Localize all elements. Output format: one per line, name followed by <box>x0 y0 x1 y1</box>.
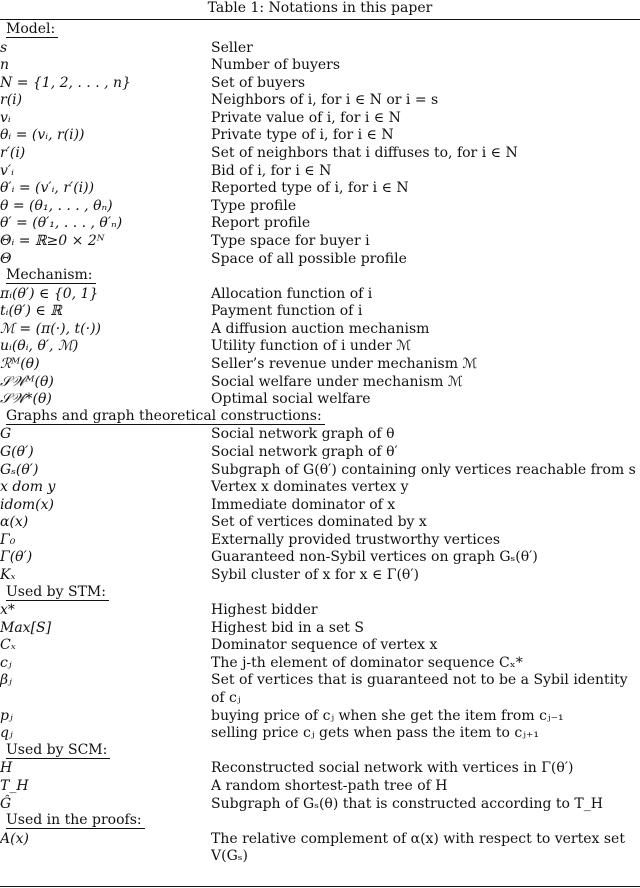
notation-description: Dominator sequence of vertex x <box>211 637 438 654</box>
notation-symbol: v′ᵢ <box>0 162 14 179</box>
notation-description: Subgraph of Gₛ(θ) that is constructed according to T_H <box>211 795 603 812</box>
notation-symbol: ℳ = (π(·), t(·)) <box>0 320 102 337</box>
notation-description: The j-th element of dominator sequence Cₓ* <box>211 654 523 671</box>
notation-description: Bid of i, for i ∈ N <box>211 162 332 179</box>
notation-symbol: Cₓ <box>0 637 16 654</box>
notation-symbol: Max[S] <box>0 619 52 636</box>
notation-description: Neighbors of i, for i ∈ N or i = s <box>211 92 439 109</box>
notation-description: Sybil cluster of x for x ∈ Γ(θ′) <box>211 566 420 583</box>
notation-description: Highest bidder <box>211 602 318 619</box>
notation-symbol: N = {1, 2, . . . , n} <box>0 74 131 91</box>
notation-symbol: 𝒮𝒲*(θ) <box>0 391 52 408</box>
notation-description: Immediate dominator of x <box>211 496 396 513</box>
section-title: Model: <box>6 22 58 38</box>
notation-symbol: T_H <box>0 777 29 794</box>
notation-description: Set of vertices dominated by x <box>211 514 427 531</box>
notation-symbol: α(x) <box>0 514 29 531</box>
notation-description: Payment function of i <box>211 303 363 320</box>
notation-symbol: θ = (θ₁, . . . , θₙ) <box>0 197 113 214</box>
notation-symbol: qⱼ <box>0 725 13 742</box>
notation-description: Reconstructed social network with vertices in Γ(θ′) <box>211 760 574 777</box>
notation-symbol: Ĝ <box>0 795 12 812</box>
notation-symbol: A(x) <box>0 830 29 847</box>
section-title: Used by SCM: <box>6 743 110 759</box>
notation-description: Allocation function of i <box>211 285 373 302</box>
notation-description: Private type of i, for i ∈ N <box>211 127 394 144</box>
notation-symbol: x* <box>0 602 15 619</box>
notation-symbol: Kₓ <box>0 566 16 583</box>
notation-description: Social network graph of θ <box>211 426 395 443</box>
notation-symbol: vᵢ <box>0 109 11 126</box>
section-title: Graphs and graph theoretical constructions: <box>6 409 325 425</box>
notation-description: Report profile <box>211 215 311 232</box>
notation-symbol: ℛᴹ(θ) <box>0 356 40 373</box>
notation-symbol: cⱼ <box>0 654 12 671</box>
notation-description: Optimal social welfare <box>211 391 371 408</box>
notation-description: Number of buyers <box>211 57 341 74</box>
notation-description: A diffusion auction mechanism <box>211 320 430 337</box>
notation-description: The relative complement of α(x) with respect to vertex set V(Gₛ) <box>211 830 625 865</box>
notation-symbol: Γ(θ′) <box>0 549 33 566</box>
notation-description: Vertex x dominates vertex y <box>211 479 409 496</box>
notation-description: Reported type of i, for i ∈ N <box>211 180 409 197</box>
notation-symbol: 𝒮𝒲ᴹ(θ) <box>0 373 54 390</box>
notation-description: Type profile <box>211 197 297 214</box>
notation-description: Set of vertices that is guaranteed not to be a Sybil identity of cⱼ <box>211 672 628 707</box>
section-title: Mechanism: <box>6 268 96 284</box>
notation-description: Private value of i, for i ∈ N <box>211 109 401 126</box>
notation-symbol: θ′ = (θ′₁, . . . , θ′ₙ) <box>0 215 123 232</box>
notation-description: Utility function of i under ℳ <box>211 338 412 355</box>
notation-description: Set of neighbors that i diffuses to, for i ∈ N <box>211 145 518 162</box>
notation-description: Social network graph of θ′ <box>211 443 398 460</box>
notation-symbol: G <box>0 426 12 443</box>
bottom-rule <box>0 886 640 887</box>
notation-symbol: n <box>0 57 10 74</box>
notation-symbol: Θ <box>0 250 12 267</box>
notation-description: Highest bid in a set S <box>211 619 364 636</box>
notation-symbol: pⱼ <box>0 707 13 724</box>
notation-symbol: G(θ′) <box>0 443 34 460</box>
notation-symbol: tᵢ(θ′) ∈ ℝ <box>0 303 62 320</box>
notation-description: Social welfare under mechanism ℳ <box>211 373 463 390</box>
notation-description: Seller <box>211 39 253 56</box>
notation-symbol: θᵢ = (vᵢ, r(i)) <box>0 127 85 144</box>
notation-description: Set of buyers <box>211 74 306 91</box>
notation-description: Externally provided trustworthy vertices <box>211 531 501 548</box>
notation-description: Subgraph of G(θ′) containing only vertices reachable from s <box>211 461 636 478</box>
section-title: Used in the proofs: <box>6 813 145 829</box>
notation-symbol: r′(i) <box>0 145 26 162</box>
notation-description: buying price of cⱼ when she get the item from cⱼ₋₁ <box>211 707 564 724</box>
notation-symbol: s <box>0 39 8 56</box>
notation-symbol: βⱼ <box>0 672 12 689</box>
notation-description: Type space for buyer i <box>211 232 370 249</box>
notation-symbol: πᵢ(θ′) ∈ {0, 1} <box>0 285 99 302</box>
section-title: Used by STM: <box>6 585 109 601</box>
notation-description: A random shortest-path tree of H <box>211 777 448 794</box>
notation-symbol: r(i) <box>0 92 23 109</box>
notation-symbol: Gₛ(θ′) <box>0 461 39 478</box>
notation-symbol: Γ₀ <box>0 531 16 548</box>
notation-symbol: Θᵢ = ℝ≥0 × 2ᴺ <box>0 232 105 249</box>
notation-description: Space of all possible profile <box>211 250 407 267</box>
notation-symbol: idom(x) <box>0 496 54 513</box>
table-caption: Table 1: Notations in this paper <box>207 0 433 16</box>
notation-symbol: θ′ᵢ = (v′ᵢ, r′(i)) <box>0 180 95 197</box>
notation-description: Seller’s revenue under mechanism ℳ <box>211 356 478 373</box>
notation-description: selling price cⱼ gets when pass the item to cⱼ₊₁ <box>211 725 539 742</box>
notation-symbol: uᵢ(θᵢ, θ′, ℳ) <box>0 338 79 355</box>
notation-description: Guaranteed non-Sybil vertices on graph Gₛ(θ′) <box>211 549 538 566</box>
notation-symbol: x dom y <box>0 479 56 496</box>
top-rule <box>0 19 640 20</box>
notation-symbol: H <box>0 760 13 777</box>
